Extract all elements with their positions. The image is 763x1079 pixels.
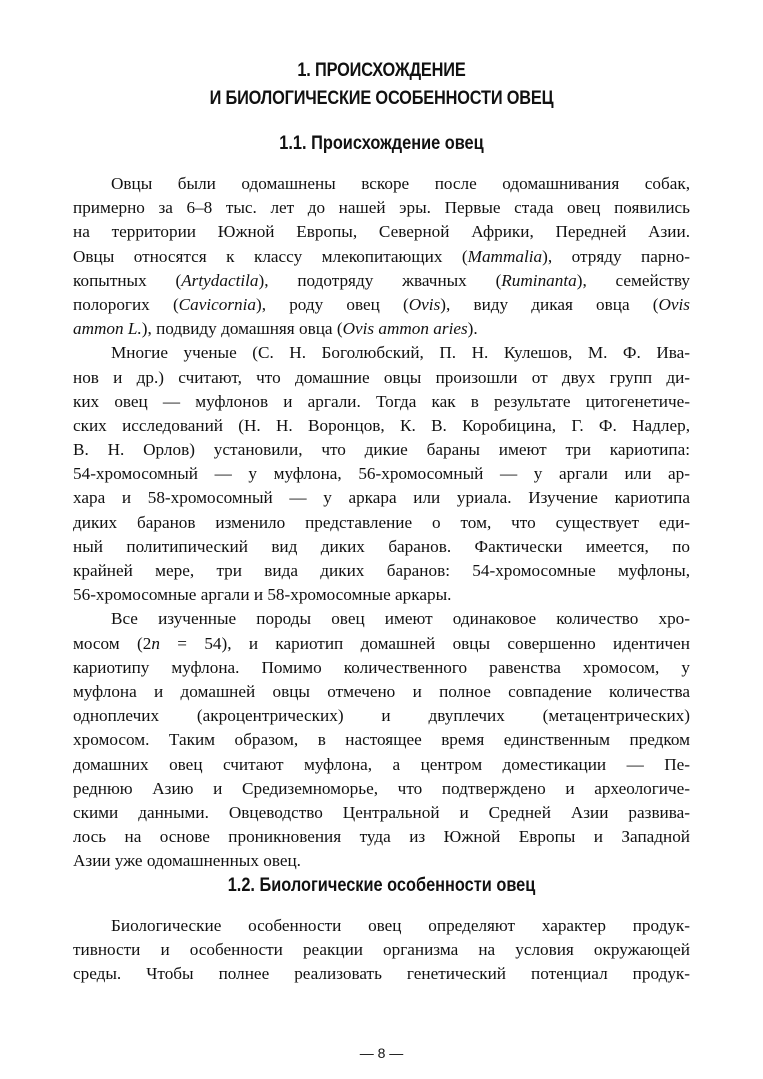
latin-term: Ovis [658, 294, 690, 314]
text-line [73, 317, 690, 341]
text-fragment: копытных ( [73, 270, 182, 290]
latin-term: Ovis [408, 294, 441, 314]
paragraph-2 [73, 341, 690, 607]
chapter-title-line-2: И БИОЛОГИЧЕСКИЕ ОСОБЕННОСТИ ОВЕЦ [209, 88, 554, 109]
text-line: ских исследований (Н. Н. Воронцов, К. В. Коробицина, Г. Ф. Надлер, [73, 415, 690, 435]
text-fragment: ), виду дикая овца ( [440, 294, 659, 314]
text-fragment: = 54), и кариотип домашней овцы совершенно идентичен [159, 633, 690, 653]
text-line: 54-хромосомный — у муфлона, 56-хромосомный — у аргали или ар- [73, 464, 690, 484]
text-line [73, 632, 690, 656]
paragraph-4 [73, 914, 690, 987]
text-line: В. Н. Орлов) установили, что дикие бараны имеют три кариотипа: [73, 440, 690, 460]
text-line: Многие ученые (С. Н. Боголюбский, П. Н. Кулешов, М. Ф. Ива- [111, 343, 690, 363]
section-title-1-1: 1.1. Происхождение овец [279, 133, 484, 154]
text-line: Азии уже одомашненных овец. [73, 851, 301, 871]
latin-term: Artydactila [181, 270, 259, 290]
text-line: Все изученные породы овец имеют одинаковое количество хро- [111, 609, 690, 629]
text-fragment: мосом (2 [73, 633, 152, 653]
latin-term: Mammalia [467, 246, 543, 266]
text-line: ких овец — муфлонов и аргали. Тогда как в результате цитогенетиче- [73, 391, 690, 411]
latin-term: Cavicornia [178, 294, 257, 314]
text-line: нов и др.) считают, что домашние овцы произошли от двух групп ди- [73, 367, 690, 387]
text-fragment: ), подвиду домашняя овца ( [141, 319, 343, 339]
text-line: на территории Южной Европы, Северной Африки, Передней Азии. [73, 222, 690, 242]
text-line: домашних овец считают муфлона, а центром доместикации — Пе- [73, 754, 690, 774]
text-line: диких баранов изменило представление о том, что существует еди- [73, 512, 690, 532]
text-fragment: ), подотряду жвачных ( [258, 270, 502, 290]
chapter-title [53, 57, 709, 113]
latin-term: ammon L. [73, 319, 142, 339]
text-line [73, 269, 690, 293]
text-line: хара и 58-хромосомный — у аркара или уриала. Изучение кариотипа [73, 488, 690, 508]
text-line: хромосом. Таким образом, в настоящее время единственным предком [73, 730, 690, 750]
section-1-2-body [73, 914, 690, 987]
page-number: — 8 — [359, 1045, 404, 1061]
text-line: Биологические особенности овец определяют характер продук- [111, 916, 690, 935]
text-line: среды. Чтобы полнее реализовать генетический потенциал продук- [73, 964, 690, 984]
text-line: одноплечих (акроцентрических) и двуплечих (метацентрических) [73, 706, 690, 726]
text-line: Овцы были одомашнены вскоре после одомашнивания собак, [111, 174, 690, 193]
text-line: примерно за 6–8 тыс. лет до нашей эры. Первые стада овец появились [73, 198, 690, 218]
text-line: лось на основе проникновения туда из Южной Европы и Западной [73, 827, 690, 847]
text-fragment: Овцы относятся к классу млекопитающих ( [73, 246, 468, 266]
text-line: ный политипический вид диких баранов. Фактически имеется, по [73, 536, 690, 556]
text-line: муфлона и домашней овцы отмечено и полное совпадение количества [73, 681, 690, 701]
section-1-1-body [73, 172, 690, 873]
text-line: 56-хромосомные аргали и 58-хромосомные аркары. [73, 585, 452, 605]
text-line [73, 245, 690, 269]
text-line [73, 293, 690, 317]
text-fragment: ), семейству [576, 270, 690, 290]
text-fragment: ). [467, 319, 478, 339]
chapter-title-line-1: 1. ПРОИСХОЖДЕНИЕ [297, 60, 466, 81]
text-line: крайней мере, три вида диких баранов: 54-хромосомные муфлоны, [73, 561, 690, 580]
text-fragment: ), отряду парно- [542, 246, 690, 266]
section-title-1-2: 1.2. Биологические особенности овец [227, 875, 536, 896]
latin-term: Ruminanta [501, 270, 577, 290]
text-line: реднюю Азию и Средиземноморье, что подтверждено и археологиче- [73, 778, 690, 798]
text-line: тивности и особенности реакции организма на условия окружающей [73, 940, 690, 960]
latin-term: Ovis ammon aries [342, 319, 468, 339]
variable-n: n [151, 633, 160, 653]
text-fragment: полорогих ( [73, 294, 179, 314]
text-line: скими данными. Овцеводство Центральной и Средней Азии развива- [73, 802, 690, 822]
text-line: кариотипу муфлона. Помимо количественного равенства хромосом, у [73, 657, 690, 677]
paragraph-1 [73, 172, 690, 341]
text-fragment: ), роду овец ( [256, 294, 409, 314]
paragraph-3 [73, 607, 690, 873]
